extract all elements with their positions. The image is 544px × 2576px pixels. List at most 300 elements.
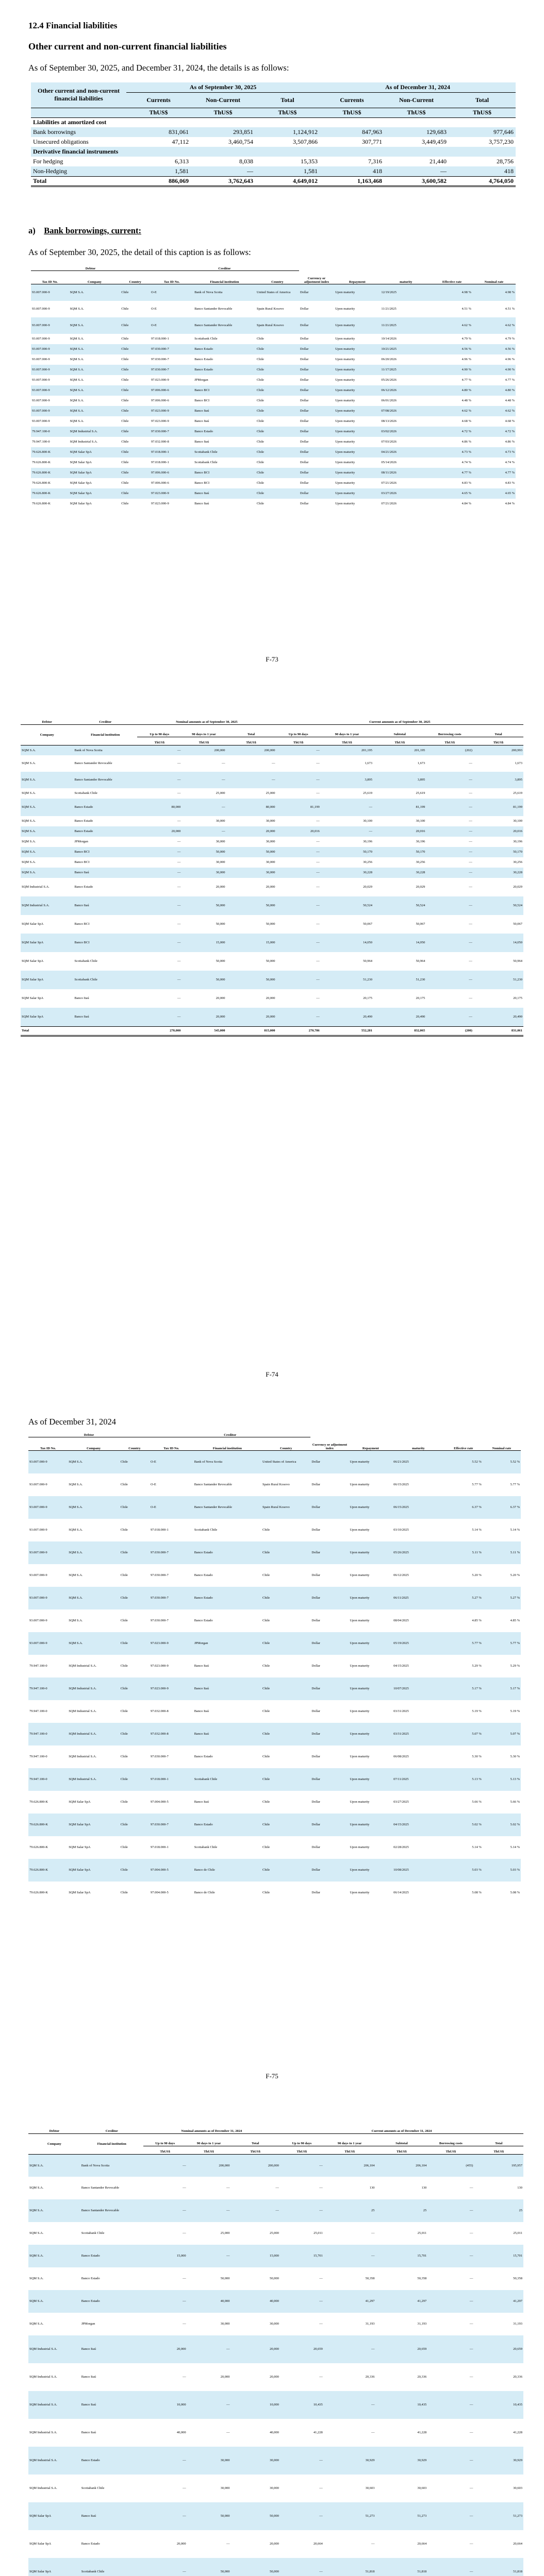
cell: 50,000 (220, 2277, 230, 2281)
cell: 79.626.800-K (32, 481, 51, 485)
cell: 11/17/2025 (381, 368, 397, 372)
cell: SQM S.A. (70, 347, 84, 351)
cell: 5.77 % (510, 1483, 520, 1487)
cell: Chile (256, 419, 264, 423)
cell: Banco Itaú (194, 502, 209, 506)
cell: 30,256 (416, 860, 425, 865)
cell: Banco Itaú (81, 2347, 96, 2351)
cell: 81,199 (416, 805, 425, 809)
cell: Banco BCI (194, 388, 210, 393)
cell: — (469, 2186, 473, 2190)
cell: Dollar (311, 1732, 320, 1736)
cell: 50,000 (216, 850, 225, 854)
cell: SQM Salar SpA (29, 2514, 52, 2518)
cell: Chile (121, 502, 129, 506)
bank-borrowings-dec-table (28, 1433, 521, 1904)
cell: Banco Santander Revocable (81, 2209, 120, 2213)
cell: 30,000 (270, 2459, 279, 2463)
cell: SQM S.A. (29, 2254, 44, 2258)
cell: 30,196 (363, 840, 373, 844)
cell: 4.68 % (505, 419, 515, 423)
cell: Banco Estado (194, 1573, 213, 1578)
cell: Banco Itaú (194, 1709, 209, 1714)
cell: Chile (121, 324, 129, 328)
cell: SQM S.A. (29, 2209, 44, 2213)
cell: Chile (120, 1755, 128, 1759)
cell: — (177, 819, 181, 823)
cell: — (316, 748, 320, 752)
cell: Upon maturity (335, 440, 355, 444)
unit-label: ThUS$ (191, 108, 255, 117)
table-row (28, 1609, 521, 1632)
cell: 12/19/2025 (381, 291, 397, 295)
cell: — (222, 761, 225, 766)
cell: 831,061 (169, 128, 189, 135)
cell: Scotiabank Chile (81, 2486, 105, 2490)
cell: O-E (151, 1460, 156, 1464)
cell: Chile (256, 358, 264, 362)
row-label: Bank borrowings (33, 128, 76, 135)
detail-intro: As of September 30, 2025, the detail of this caption is as follows: (28, 247, 251, 257)
cell: 418 (449, 166, 516, 176)
cell: — (177, 761, 181, 766)
cell: Upon maturity (335, 502, 355, 506)
cell: Banco Itaú (81, 2403, 96, 2407)
cell: Upon maturity (335, 430, 355, 434)
header-dec: As of December 31, 2024 (320, 82, 516, 92)
cell: SQM S.A. (70, 307, 84, 311)
cell: 20,000 (266, 996, 275, 1001)
cell: Banco Estado (194, 1551, 213, 1555)
unit-label: ThUS$ (182, 737, 226, 745)
cell: 25 (371, 2209, 375, 2213)
table-row (28, 2447, 523, 2475)
cell: 93.007.000-9 (32, 324, 50, 328)
cell: Banco BCI (194, 481, 210, 485)
cell: 201,195 (414, 748, 425, 752)
cell: 4.98 % (461, 291, 471, 295)
cell: 20,000 (176, 2542, 186, 2546)
cell: 10,435 (313, 2403, 323, 2407)
table-row (21, 816, 523, 826)
cell: SQM S.A. (69, 1460, 83, 1464)
cell: 79.947.100-0 (29, 1709, 47, 1714)
cell: 93.007.000-9 (29, 1619, 47, 1623)
cell: 79.947.100-0 (32, 440, 50, 444)
column-header-row (28, 1437, 521, 1451)
cell: 20,000 (176, 2347, 186, 2351)
cell: Upon maturity (350, 1664, 370, 1668)
cell: Scotiabank Chile (194, 450, 218, 454)
cell: 10,000 (270, 2403, 279, 2407)
cell: Banco Estado (194, 1755, 213, 1759)
cell: 93.007.000-9 (29, 1573, 47, 1578)
unit-label: ThUS$ (187, 2146, 231, 2154)
group-header-row (28, 2125, 523, 2133)
col-header: Non-Current (205, 96, 241, 104)
cell: Upon maturity (335, 461, 355, 465)
cell: 79.626.800-K (29, 1823, 48, 1827)
cell: 5.14 % (472, 1845, 482, 1850)
cell: Scotiabank Chile (81, 2570, 105, 2574)
cell: SQM Salar SpA (29, 2570, 52, 2574)
cell: — (177, 850, 181, 854)
cell: Dollar (300, 440, 309, 444)
cell: 20,664 (313, 2542, 323, 2546)
cell: JPMorgan (194, 378, 208, 382)
cell: 25,011 (314, 2231, 323, 2235)
unit-label: ThUS$ (474, 2146, 523, 2154)
cell: 79.947.100-0 (29, 1732, 47, 1736)
cell: 51,230 (513, 978, 522, 982)
subsection-heading: Other current and non-current financial liabilities (28, 41, 227, 52)
cell: Banco Itaú (74, 1015, 89, 1019)
header-sept: As of September 30, 2025 (126, 82, 320, 92)
cell: 30,000 (270, 2322, 279, 2326)
cell: 50,170 (513, 850, 522, 854)
table-row (28, 2530, 523, 2558)
cell: — (222, 829, 225, 834)
cell: Chile (262, 1777, 270, 1782)
cell: Dollar (300, 378, 309, 382)
cell: — (371, 2347, 375, 2351)
cell: 97.006.000-6 (151, 399, 169, 403)
cell: Bank of Nova Scotia (194, 291, 223, 295)
cell: — (191, 166, 255, 176)
cell: 51,818 (365, 2570, 375, 2574)
table-row (31, 457, 516, 468)
cell: 5.77 % (472, 1483, 482, 1487)
cell: — (469, 2299, 473, 2303)
cell: — (319, 2277, 323, 2281)
col-header: Tax ID No. (150, 271, 193, 284)
cell: 5.17 % (510, 1687, 520, 1691)
cell: SQM S.A. (70, 399, 84, 403)
cell: 93.007.000-9 (29, 1551, 47, 1555)
cell: 15,701 (513, 2254, 522, 2258)
cell: 14,050 (513, 941, 522, 945)
cell: Banco Itaú (74, 871, 89, 875)
cell: — (319, 2570, 323, 2574)
cell: 4.79 % (461, 337, 471, 341)
cell: 5.66 % (472, 1800, 482, 1804)
cell: 5.02 % (510, 1823, 520, 1827)
table-row (28, 1496, 521, 1519)
cell: 5.08 % (472, 1891, 482, 1895)
col-header: Tax ID No. (150, 1437, 193, 1451)
cell: SQM S.A. (70, 291, 84, 295)
cell: 4.83 % (505, 481, 515, 485)
table-row (28, 2335, 523, 2363)
cell: — (275, 2186, 279, 2190)
cell: 5.19 % (510, 1709, 520, 1714)
cell: 15,000 (176, 2254, 186, 2258)
cell: 97.023.000-9 (151, 502, 169, 506)
cell: Upon maturity (335, 358, 355, 362)
cell: Dollar (300, 419, 309, 423)
col-header: Up to 90 days (292, 2142, 312, 2146)
cell: 832,065 (373, 1026, 426, 1036)
cell: SQM S.A. (29, 2231, 44, 2235)
cell: 14,050 (363, 941, 373, 945)
cell: Banco Itaú (81, 2431, 96, 2435)
table-row (31, 427, 516, 437)
cell: — (469, 819, 472, 823)
cell: — (469, 2542, 473, 2546)
col-header: Financial institution (91, 733, 120, 737)
cell: SQM Industrial S.A. (22, 904, 50, 908)
cell: — (319, 2186, 323, 2190)
cell: 20,000 (216, 1015, 225, 1019)
col-header: Tax ID No. (31, 271, 69, 284)
cell: — (469, 2322, 473, 2326)
cell: — (469, 2570, 473, 2574)
cell: Banco Santander Revocable (74, 778, 112, 782)
bank-borrowings-sept-table (31, 267, 516, 509)
col-header: Country (120, 1437, 150, 1451)
cell: SQM Salar SpA (69, 1823, 91, 1827)
table-row (28, 2154, 523, 2177)
cell: 97.030.000-7 (151, 1573, 169, 1578)
cell: SQM S.A. (22, 761, 36, 766)
cell: — (316, 996, 320, 1001)
cell: Banco Estado (74, 829, 93, 834)
cell: SQM Industrial S.A. (29, 2375, 57, 2379)
cell: — (177, 778, 181, 782)
cell: 1,581 (255, 166, 320, 176)
cell: 20,175 (363, 996, 373, 1001)
cell: 93.007.000-9 (32, 409, 50, 413)
cell: 3,460,754 (228, 138, 253, 145)
cell: 97.004.000-5 (151, 1891, 169, 1895)
cell: 50,358 (365, 2277, 375, 2281)
cell: 93.007.000-9 (32, 419, 50, 423)
cell: 30,100 (363, 819, 373, 823)
cell: 97.018.000-1 (151, 1777, 169, 1782)
cell: SQM S.A. (22, 748, 36, 752)
cell: SQM S.A. (69, 1596, 83, 1600)
cell: 270,000 (137, 1026, 182, 1036)
unit-label: ThUS$ (276, 737, 321, 745)
cell: 977,646 (493, 128, 514, 135)
col-header: maturity (380, 271, 432, 284)
cell: Upon maturity (335, 291, 355, 295)
cell: Upon maturity (350, 1687, 370, 1691)
cell: 30,256 (363, 860, 373, 865)
cell: 201,195 (361, 748, 373, 752)
cell: 07/11/2025 (393, 1777, 409, 1782)
cell: Dollar (311, 1528, 320, 1532)
cell: Banco de Chile (194, 1891, 215, 1895)
cell: Scotiabank Chile (74, 791, 97, 795)
col-header: Currency or adjustment index (299, 271, 334, 284)
cell: Total (21, 1026, 73, 1036)
cell: — (469, 805, 472, 809)
cell: 05/19/2025 (393, 1641, 409, 1646)
cell: 4.51 % (461, 307, 471, 311)
cell: Chile (256, 481, 264, 485)
cell: 80,000 (266, 805, 275, 809)
cell: 20,000 (216, 996, 225, 1001)
cell: 06/21/2025 (393, 1460, 409, 1464)
cell: 20,029 (513, 885, 522, 889)
cell: — (226, 2542, 230, 2546)
col-header: 90 days to 1 year (196, 2142, 221, 2146)
cell: 25 (423, 2209, 427, 2213)
cell: Dollar (300, 461, 309, 465)
cell: 07/03/2026 (381, 440, 397, 444)
cell: Chile (121, 419, 129, 423)
table-row (31, 354, 516, 365)
cell: — (316, 860, 320, 865)
cell: 05/26/2026 (381, 378, 397, 382)
cell: Scotiabank Chile (81, 2231, 105, 2235)
cell: Banco Itaú (194, 1687, 209, 1691)
cell: 5.27 % (472, 1596, 482, 1600)
cell: 51,230 (363, 978, 373, 982)
cell: 20,000 (266, 1015, 275, 1019)
cell: 97.030.000-7 (151, 1755, 169, 1759)
table-row (31, 437, 516, 447)
cell: 25,000 (220, 2231, 230, 2235)
cell: 10,435 (417, 2403, 427, 2407)
cell: 51,818 (417, 2570, 427, 2574)
cell: Banco BCI (194, 399, 210, 403)
column-header-row (21, 724, 523, 737)
cell: 20,000 (270, 2542, 279, 2546)
cell: — (183, 2322, 186, 2326)
cell: 4.77 % (505, 378, 515, 382)
table-row (28, 1768, 521, 1791)
cell: — (469, 885, 472, 889)
group-header-row (28, 1433, 521, 1437)
cell: 1,581 (126, 166, 191, 176)
cell: 5.77 % (510, 1641, 520, 1646)
cell: Dollar (311, 1845, 320, 1850)
cell: SQM S.A. (69, 1619, 83, 1623)
cell: 5.77 % (472, 1641, 482, 1646)
cell: 97.018.000-1 (151, 461, 169, 465)
unit-label: ThUS$ (373, 737, 426, 745)
col-header: Up to 90 days (288, 733, 308, 737)
cell: 06/12/2026 (381, 388, 397, 393)
total-row (21, 1026, 523, 1036)
cell: Banco Estado (81, 2254, 100, 2258)
cell: 05/14/2026 (381, 461, 397, 465)
cell: 20,336 (365, 2375, 375, 2379)
page-f74 (0, 716, 544, 1386)
cell: 4,649,012 (255, 176, 320, 186)
cell: 25,011 (513, 2231, 522, 2235)
cell: SQM S.A. (29, 2299, 44, 2303)
cell: Dollar (300, 409, 309, 413)
table-row (28, 2558, 523, 2576)
table-row (28, 1519, 521, 1541)
unit-label: ThUS$ (473, 737, 523, 745)
cell: Scotiabank Chile (194, 1528, 218, 1532)
cell: 3,762,643 (191, 176, 255, 186)
cell: 03/10/2025 (393, 1528, 409, 1532)
cell: 30,100 (513, 819, 522, 823)
cell: Dollar (311, 1505, 320, 1510)
cell: 93.007.000-9 (32, 399, 50, 403)
cell: 10,435 (513, 2403, 522, 2407)
cell: — (469, 996, 472, 1001)
cell: Chile (262, 1596, 270, 1600)
cell: Dollar (300, 358, 309, 362)
cell: 97.030.000-7 (151, 368, 169, 372)
cell: 20,175 (416, 996, 425, 1001)
cell: Dollar (300, 430, 309, 434)
cell: 93.007.000-9 (29, 1641, 47, 1646)
cell: Chile (262, 1800, 270, 1804)
cell: 08/11/2026 (381, 471, 397, 475)
table-row (31, 478, 516, 488)
cell: SQM Salar SpA (70, 471, 92, 475)
table-row (28, 1814, 521, 1836)
col-header: Up to 90 days (150, 733, 170, 737)
cell: Dollar (300, 388, 309, 393)
table-row (21, 745, 523, 755)
cell: 31,193 (417, 2322, 427, 2326)
cell: 5.14 % (510, 1528, 520, 1532)
group-header: Nominal amounts as of September 30, 2025 (137, 716, 276, 724)
cell: Chile (262, 1755, 270, 1759)
cell: Chile (121, 461, 129, 465)
cell: SQM S.A. (70, 378, 84, 382)
cell: 79.947.100-0 (32, 430, 50, 434)
cell: — (177, 1015, 181, 1019)
cell: 5.13 % (472, 1777, 482, 1782)
cell: 4.77 % (461, 471, 471, 475)
cell: 5.52 % (472, 1460, 482, 1464)
cell: Banco Estado (74, 805, 93, 809)
cell: 4.51 % (505, 307, 515, 311)
cell: — (177, 885, 181, 889)
cell: 552,281 (321, 1026, 373, 1036)
cell: Banco Santander Revocable (194, 1505, 232, 1510)
unit-label: ThUS$ (384, 108, 449, 117)
cell: SQM Salar SpA (70, 481, 92, 485)
table-row (31, 416, 516, 427)
cell: 200,000 (219, 2163, 230, 2167)
cell: 50,000 (270, 2570, 279, 2574)
cell: 5.20 % (510, 1573, 520, 1578)
table-row (31, 468, 516, 478)
cell: 4.65 % (505, 492, 515, 496)
cell: Banco Itaú (194, 1732, 209, 1736)
spacer (21, 737, 73, 745)
cell: Chile (121, 388, 129, 393)
cell: 31,193 (513, 2322, 522, 2326)
cell: — (319, 2209, 323, 2213)
cell: 4.84 % (461, 502, 471, 506)
cell: 130 (421, 2186, 427, 2190)
cell: 50,000 (216, 922, 225, 926)
col-header: Non-Current (399, 96, 434, 104)
cell: Chile (256, 450, 264, 454)
cell: 4.79 % (505, 337, 515, 341)
cell: 93.007.000-9 (32, 347, 50, 351)
cell: SQM S.A. (22, 778, 36, 782)
table-row (28, 1723, 521, 1745)
cell: 51,818 (513, 2570, 522, 2574)
cell: 20,659 (417, 2347, 427, 2351)
cell: SQM Industrial S.A. (22, 885, 50, 889)
cell: Chile (262, 1619, 270, 1623)
cell: 418 (320, 166, 384, 176)
cell: — (469, 2231, 473, 2235)
